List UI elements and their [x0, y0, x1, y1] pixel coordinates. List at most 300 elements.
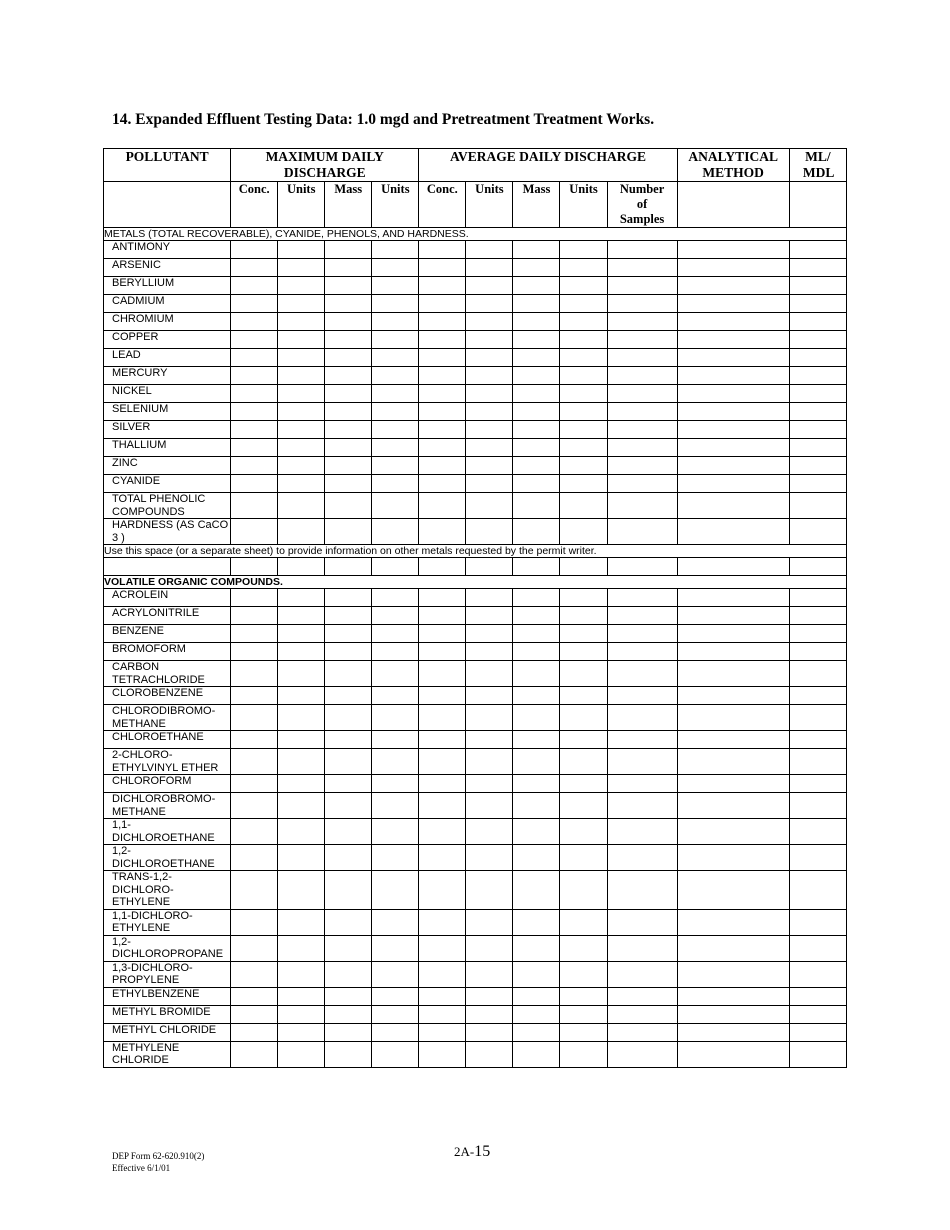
data-entry-cell[interactable]: [466, 558, 513, 576]
data-entry-cell[interactable]: [677, 493, 789, 519]
data-entry-cell[interactable]: [231, 589, 278, 607]
data-entry-cell[interactable]: [325, 367, 372, 385]
data-entry-cell[interactable]: [560, 241, 607, 259]
data-entry-cell[interactable]: [231, 385, 278, 403]
data-entry-cell[interactable]: [372, 819, 419, 845]
data-entry-cell[interactable]: [325, 349, 372, 367]
data-entry-cell[interactable]: [607, 313, 677, 331]
data-entry-cell[interactable]: [231, 935, 278, 961]
data-entry-cell[interactable]: [231, 259, 278, 277]
data-entry-cell[interactable]: [789, 349, 846, 367]
data-entry-cell[interactable]: [607, 871, 677, 910]
data-entry-cell[interactable]: [372, 367, 419, 385]
data-entry-cell[interactable]: [789, 871, 846, 910]
data-entry-cell[interactable]: [231, 643, 278, 661]
data-entry-cell[interactable]: [466, 909, 513, 935]
data-entry-cell[interactable]: [278, 819, 325, 845]
data-entry-cell[interactable]: [372, 493, 419, 519]
data-entry-cell[interactable]: [789, 457, 846, 475]
data-entry-cell[interactable]: [789, 775, 846, 793]
data-entry-cell[interactable]: [560, 493, 607, 519]
data-entry-cell[interactable]: [419, 367, 466, 385]
data-entry-cell[interactable]: [607, 367, 677, 385]
data-entry-cell[interactable]: [372, 687, 419, 705]
data-entry-cell[interactable]: [278, 457, 325, 475]
data-entry-cell[interactable]: [607, 493, 677, 519]
data-entry-cell[interactable]: [513, 295, 560, 313]
data-entry-cell[interactable]: [231, 705, 278, 731]
data-entry-cell[interactable]: [513, 661, 560, 687]
data-entry-cell[interactable]: [466, 421, 513, 439]
data-entry-cell[interactable]: [104, 558, 231, 576]
data-entry-cell[interactable]: [278, 558, 325, 576]
data-entry-cell[interactable]: [677, 819, 789, 845]
data-entry-cell[interactable]: [789, 259, 846, 277]
data-entry-cell[interactable]: [789, 439, 846, 457]
data-entry-cell[interactable]: [677, 845, 789, 871]
data-entry-cell[interactable]: [278, 519, 325, 545]
data-entry-cell[interactable]: [677, 987, 789, 1005]
data-entry-cell[interactable]: [419, 313, 466, 331]
data-entry-cell[interactable]: [789, 403, 846, 421]
data-entry-cell[interactable]: [513, 775, 560, 793]
data-entry-cell[interactable]: [419, 987, 466, 1005]
data-entry-cell[interactable]: [231, 403, 278, 421]
data-entry-cell[interactable]: [560, 331, 607, 349]
data-entry-cell[interactable]: [231, 687, 278, 705]
data-entry-cell[interactable]: [513, 457, 560, 475]
data-entry-cell[interactable]: [419, 845, 466, 871]
data-entry-cell[interactable]: [607, 259, 677, 277]
data-entry-cell[interactable]: [560, 349, 607, 367]
data-entry-cell[interactable]: [325, 421, 372, 439]
data-entry-cell[interactable]: [466, 625, 513, 643]
data-entry-cell[interactable]: [677, 277, 789, 295]
data-entry-cell[interactable]: [325, 259, 372, 277]
data-entry-cell[interactable]: [372, 519, 419, 545]
data-entry-cell[interactable]: [560, 421, 607, 439]
data-entry-cell[interactable]: [677, 909, 789, 935]
data-entry-cell[interactable]: [419, 403, 466, 421]
data-entry-cell[interactable]: [789, 705, 846, 731]
data-entry-cell[interactable]: [513, 313, 560, 331]
data-entry-cell[interactable]: [419, 1023, 466, 1041]
data-entry-cell[interactable]: [466, 1023, 513, 1041]
data-entry-cell[interactable]: [513, 871, 560, 910]
data-entry-cell[interactable]: [278, 961, 325, 987]
data-entry-cell[interactable]: [231, 749, 278, 775]
data-entry-cell[interactable]: [560, 403, 607, 421]
data-entry-cell[interactable]: [231, 607, 278, 625]
data-entry-cell[interactable]: [231, 475, 278, 493]
data-entry-cell[interactable]: [372, 475, 419, 493]
data-entry-cell[interactable]: [231, 819, 278, 845]
data-entry-cell[interactable]: [607, 589, 677, 607]
data-entry-cell[interactable]: [231, 295, 278, 313]
data-entry-cell[interactable]: [513, 731, 560, 749]
data-entry-cell[interactable]: [325, 687, 372, 705]
data-entry-cell[interactable]: [677, 589, 789, 607]
data-entry-cell[interactable]: [560, 1005, 607, 1023]
data-entry-cell[interactable]: [325, 493, 372, 519]
data-entry-cell[interactable]: [607, 457, 677, 475]
data-entry-cell[interactable]: [372, 385, 419, 403]
data-entry-cell[interactable]: [231, 793, 278, 819]
data-entry-cell[interactable]: [278, 385, 325, 403]
data-entry-cell[interactable]: [325, 793, 372, 819]
data-entry-cell[interactable]: [677, 367, 789, 385]
data-entry-cell[interactable]: [513, 421, 560, 439]
data-entry-cell[interactable]: [278, 687, 325, 705]
data-entry-cell[interactable]: [789, 687, 846, 705]
data-entry-cell[interactable]: [513, 367, 560, 385]
data-entry-cell[interactable]: [278, 421, 325, 439]
data-entry-cell[interactable]: [789, 589, 846, 607]
data-entry-cell[interactable]: [325, 661, 372, 687]
data-entry-cell[interactable]: [278, 589, 325, 607]
data-entry-cell[interactable]: [607, 687, 677, 705]
data-entry-cell[interactable]: [513, 259, 560, 277]
data-entry-cell[interactable]: [231, 731, 278, 749]
data-entry-cell[interactable]: [278, 1041, 325, 1067]
data-entry-cell[interactable]: [560, 871, 607, 910]
data-entry-cell[interactable]: [466, 349, 513, 367]
data-entry-cell[interactable]: [789, 845, 846, 871]
data-entry-cell[interactable]: [513, 558, 560, 576]
data-entry-cell[interactable]: [466, 819, 513, 845]
data-entry-cell[interactable]: [560, 687, 607, 705]
data-entry-cell[interactable]: [231, 775, 278, 793]
data-entry-cell[interactable]: [278, 295, 325, 313]
data-entry-cell[interactable]: [466, 775, 513, 793]
data-entry-cell[interactable]: [607, 643, 677, 661]
data-entry-cell[interactable]: [513, 1041, 560, 1067]
data-entry-cell[interactable]: [278, 643, 325, 661]
data-entry-cell[interactable]: [607, 845, 677, 871]
data-entry-cell[interactable]: [325, 331, 372, 349]
data-entry-cell[interactable]: [419, 475, 466, 493]
data-entry-cell[interactable]: [325, 403, 372, 421]
data-entry-cell[interactable]: [607, 1023, 677, 1041]
data-entry-cell[interactable]: [372, 331, 419, 349]
data-entry-cell[interactable]: [419, 625, 466, 643]
data-entry-cell[interactable]: [419, 935, 466, 961]
data-entry-cell[interactable]: [513, 705, 560, 731]
data-entry-cell[interactable]: [513, 643, 560, 661]
data-entry-cell[interactable]: [278, 241, 325, 259]
data-entry-cell[interactable]: [325, 961, 372, 987]
data-entry-cell[interactable]: [607, 421, 677, 439]
data-entry-cell[interactable]: [372, 277, 419, 295]
data-entry-cell[interactable]: [677, 1041, 789, 1067]
data-entry-cell[interactable]: [466, 1005, 513, 1023]
data-entry-cell[interactable]: [419, 643, 466, 661]
data-entry-cell[interactable]: [513, 493, 560, 519]
data-entry-cell[interactable]: [789, 385, 846, 403]
data-entry-cell[interactable]: [419, 439, 466, 457]
data-entry-cell[interactable]: [419, 1041, 466, 1067]
data-entry-cell[interactable]: [607, 475, 677, 493]
data-entry-cell[interactable]: [231, 331, 278, 349]
data-entry-cell[interactable]: [419, 421, 466, 439]
data-entry-cell[interactable]: [789, 961, 846, 987]
data-entry-cell[interactable]: [372, 589, 419, 607]
data-entry-cell[interactable]: [325, 705, 372, 731]
data-entry-cell[interactable]: [278, 871, 325, 910]
data-entry-cell[interactable]: [325, 819, 372, 845]
data-entry-cell[interactable]: [231, 1023, 278, 1041]
data-entry-cell[interactable]: [607, 385, 677, 403]
data-entry-cell[interactable]: [278, 277, 325, 295]
data-entry-cell[interactable]: [560, 589, 607, 607]
data-entry-cell[interactable]: [677, 775, 789, 793]
data-entry-cell[interactable]: [513, 589, 560, 607]
data-entry-cell[interactable]: [560, 367, 607, 385]
data-entry-cell[interactable]: [466, 457, 513, 475]
data-entry-cell[interactable]: [466, 403, 513, 421]
data-entry-cell[interactable]: [466, 935, 513, 961]
data-entry-cell[interactable]: [513, 519, 560, 545]
data-entry-cell[interactable]: [372, 845, 419, 871]
data-entry-cell[interactable]: [560, 625, 607, 643]
data-entry-cell[interactable]: [419, 775, 466, 793]
data-entry-cell[interactable]: [607, 295, 677, 313]
data-entry-cell[interactable]: [466, 687, 513, 705]
data-entry-cell[interactable]: [278, 313, 325, 331]
data-entry-cell[interactable]: [278, 731, 325, 749]
data-entry-cell[interactable]: [419, 457, 466, 475]
data-entry-cell[interactable]: [466, 793, 513, 819]
data-entry-cell[interactable]: [677, 1023, 789, 1041]
data-entry-cell[interactable]: [607, 749, 677, 775]
data-entry-cell[interactable]: [325, 457, 372, 475]
data-entry-cell[interactable]: [513, 475, 560, 493]
data-entry-cell[interactable]: [231, 987, 278, 1005]
data-entry-cell[interactable]: [325, 1005, 372, 1023]
data-entry-cell[interactable]: [513, 607, 560, 625]
data-entry-cell[interactable]: [466, 385, 513, 403]
data-entry-cell[interactable]: [677, 705, 789, 731]
data-entry-cell[interactable]: [419, 749, 466, 775]
data-entry-cell[interactable]: [789, 519, 846, 545]
data-entry-cell[interactable]: [278, 705, 325, 731]
data-entry-cell[interactable]: [325, 909, 372, 935]
data-entry-cell[interactable]: [560, 385, 607, 403]
data-entry-cell[interactable]: [513, 1005, 560, 1023]
data-entry-cell[interactable]: [325, 625, 372, 643]
data-entry-cell[interactable]: [278, 625, 325, 643]
data-entry-cell[interactable]: [560, 1023, 607, 1041]
data-entry-cell[interactable]: [560, 661, 607, 687]
data-entry-cell[interactable]: [231, 519, 278, 545]
data-entry-cell[interactable]: [789, 1005, 846, 1023]
data-entry-cell[interactable]: [677, 403, 789, 421]
data-entry-cell[interactable]: [325, 241, 372, 259]
data-entry-cell[interactable]: [419, 589, 466, 607]
data-entry-cell[interactable]: [278, 607, 325, 625]
data-entry-cell[interactable]: [607, 403, 677, 421]
data-entry-cell[interactable]: [231, 909, 278, 935]
data-entry-cell[interactable]: [231, 241, 278, 259]
data-entry-cell[interactable]: [513, 819, 560, 845]
data-entry-cell[interactable]: [231, 421, 278, 439]
data-entry-cell[interactable]: [789, 331, 846, 349]
data-entry-cell[interactable]: [677, 607, 789, 625]
data-entry-cell[interactable]: [372, 643, 419, 661]
data-entry-cell[interactable]: [513, 1023, 560, 1041]
data-entry-cell[interactable]: [513, 749, 560, 775]
data-entry-cell[interactable]: [466, 871, 513, 910]
data-entry-cell[interactable]: [560, 607, 607, 625]
data-entry-cell[interactable]: [372, 1023, 419, 1041]
data-entry-cell[interactable]: [278, 845, 325, 871]
data-entry-cell[interactable]: [677, 961, 789, 987]
data-entry-cell[interactable]: [677, 439, 789, 457]
data-entry-cell[interactable]: [466, 493, 513, 519]
data-entry-cell[interactable]: [278, 749, 325, 775]
data-entry-cell[interactable]: [560, 295, 607, 313]
data-entry-cell[interactable]: [372, 871, 419, 910]
data-entry-cell[interactable]: [560, 775, 607, 793]
data-entry-cell[interactable]: [677, 643, 789, 661]
data-entry-cell[interactable]: [789, 1041, 846, 1067]
data-entry-cell[interactable]: [607, 1041, 677, 1067]
data-entry-cell[interactable]: [607, 961, 677, 987]
data-entry-cell[interactable]: [278, 793, 325, 819]
data-entry-cell[interactable]: [325, 987, 372, 1005]
data-entry-cell[interactable]: [231, 1005, 278, 1023]
data-entry-cell[interactable]: [560, 705, 607, 731]
data-entry-cell[interactable]: [372, 909, 419, 935]
data-entry-cell[interactable]: [231, 349, 278, 367]
data-entry-cell[interactable]: [325, 558, 372, 576]
data-entry-cell[interactable]: [466, 705, 513, 731]
data-entry-cell[interactable]: [419, 661, 466, 687]
data-entry-cell[interactable]: [231, 277, 278, 295]
data-entry-cell[interactable]: [372, 241, 419, 259]
data-entry-cell[interactable]: [466, 367, 513, 385]
data-entry-cell[interactable]: [278, 349, 325, 367]
data-entry-cell[interactable]: [325, 871, 372, 910]
data-entry-cell[interactable]: [560, 643, 607, 661]
data-entry-cell[interactable]: [677, 349, 789, 367]
data-entry-cell[interactable]: [419, 331, 466, 349]
data-entry-cell[interactable]: [372, 987, 419, 1005]
data-entry-cell[interactable]: [325, 277, 372, 295]
data-entry-cell[interactable]: [513, 439, 560, 457]
data-entry-cell[interactable]: [466, 313, 513, 331]
data-entry-cell[interactable]: [231, 661, 278, 687]
data-entry-cell[interactable]: [325, 385, 372, 403]
data-entry-cell[interactable]: [560, 749, 607, 775]
data-entry-cell[interactable]: [677, 661, 789, 687]
data-entry-cell[interactable]: [372, 749, 419, 775]
data-entry-cell[interactable]: [677, 871, 789, 910]
data-entry-cell[interactable]: [372, 313, 419, 331]
data-entry-cell[interactable]: [677, 749, 789, 775]
data-entry-cell[interactable]: [372, 935, 419, 961]
data-entry-cell[interactable]: [789, 625, 846, 643]
data-entry-cell[interactable]: [278, 367, 325, 385]
data-entry-cell[interactable]: [325, 731, 372, 749]
data-entry-cell[interactable]: [419, 705, 466, 731]
data-entry-cell[interactable]: [419, 1005, 466, 1023]
data-entry-cell[interactable]: [419, 909, 466, 935]
data-entry-cell[interactable]: [278, 775, 325, 793]
data-entry-cell[interactable]: [677, 421, 789, 439]
data-entry-cell[interactable]: [419, 241, 466, 259]
data-entry-cell[interactable]: [419, 519, 466, 545]
data-entry-cell[interactable]: [607, 349, 677, 367]
data-entry-cell[interactable]: [419, 687, 466, 705]
data-entry-cell[interactable]: [560, 519, 607, 545]
data-entry-cell[interactable]: [560, 731, 607, 749]
data-entry-cell[interactable]: [607, 1005, 677, 1023]
data-entry-cell[interactable]: [513, 935, 560, 961]
data-entry-cell[interactable]: [677, 935, 789, 961]
data-entry-cell[interactable]: [372, 259, 419, 277]
data-entry-cell[interactable]: [560, 819, 607, 845]
data-entry-cell[interactable]: [466, 607, 513, 625]
data-entry-cell[interactable]: [231, 367, 278, 385]
data-entry-cell[interactable]: [677, 625, 789, 643]
data-entry-cell[interactable]: [513, 987, 560, 1005]
data-entry-cell[interactable]: [419, 793, 466, 819]
data-entry-cell[interactable]: [466, 1041, 513, 1067]
data-entry-cell[interactable]: [278, 331, 325, 349]
data-entry-cell[interactable]: [325, 749, 372, 775]
data-entry-cell[interactable]: [231, 871, 278, 910]
data-entry-cell[interactable]: [677, 731, 789, 749]
data-entry-cell[interactable]: [513, 625, 560, 643]
data-entry-cell[interactable]: [677, 241, 789, 259]
data-entry-cell[interactable]: [560, 961, 607, 987]
data-entry-cell[interactable]: [560, 909, 607, 935]
data-entry-cell[interactable]: [513, 385, 560, 403]
data-entry-cell[interactable]: [325, 589, 372, 607]
data-entry-cell[interactable]: [466, 731, 513, 749]
data-entry-cell[interactable]: [278, 1023, 325, 1041]
data-entry-cell[interactable]: [607, 987, 677, 1005]
data-entry-cell[interactable]: [677, 687, 789, 705]
data-entry-cell[interactable]: [419, 961, 466, 987]
data-entry-cell[interactable]: [466, 331, 513, 349]
data-entry-cell[interactable]: [789, 935, 846, 961]
data-entry-cell[interactable]: [789, 421, 846, 439]
data-entry-cell[interactable]: [231, 845, 278, 871]
data-entry-cell[interactable]: [607, 935, 677, 961]
data-entry-cell[interactable]: [231, 1041, 278, 1067]
data-entry-cell[interactable]: [325, 1041, 372, 1067]
data-entry-cell[interactable]: [607, 558, 677, 576]
data-entry-cell[interactable]: [560, 845, 607, 871]
data-entry-cell[interactable]: [677, 313, 789, 331]
data-entry-cell[interactable]: [789, 661, 846, 687]
data-entry-cell[interactable]: [513, 277, 560, 295]
data-entry-cell[interactable]: [560, 987, 607, 1005]
data-entry-cell[interactable]: [419, 385, 466, 403]
data-entry-cell[interactable]: [325, 475, 372, 493]
data-entry-cell[interactable]: [419, 731, 466, 749]
data-entry-cell[interactable]: [607, 625, 677, 643]
data-entry-cell[interactable]: [372, 457, 419, 475]
data-entry-cell[interactable]: [789, 749, 846, 775]
data-entry-cell[interactable]: [607, 909, 677, 935]
data-entry-cell[interactable]: [419, 558, 466, 576]
data-entry-cell[interactable]: [789, 241, 846, 259]
data-entry-cell[interactable]: [560, 475, 607, 493]
data-entry-cell[interactable]: [560, 935, 607, 961]
